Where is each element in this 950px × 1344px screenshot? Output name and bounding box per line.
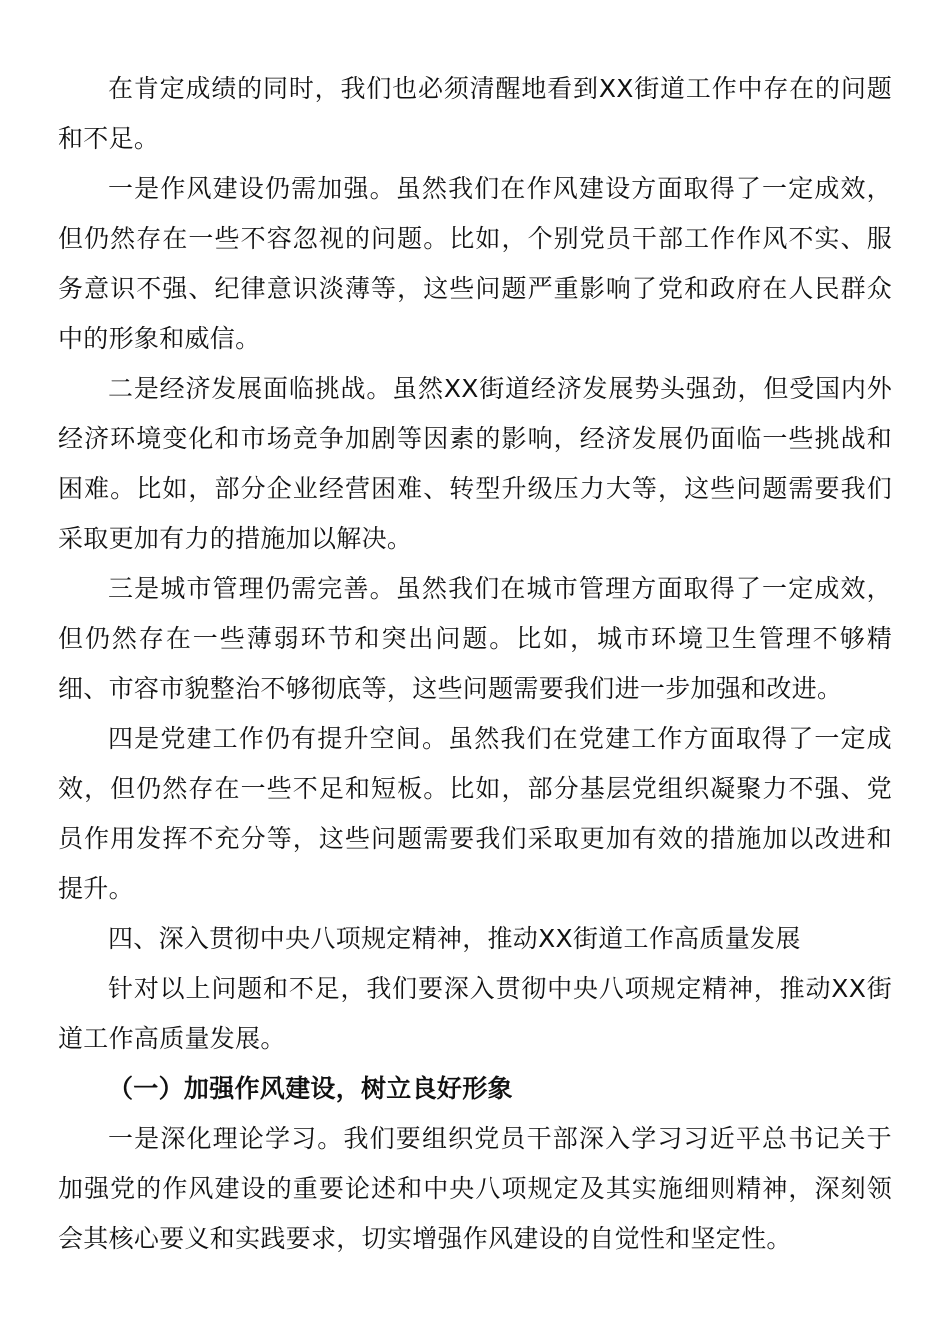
subsection-heading-one: （一）加强作风建设，树立良好形象 (108, 1074, 513, 1103)
section-title-four: 四、深入贯彻中央八项规定精神，推动XX街道工作高质量发展 (108, 924, 801, 953)
paragraph-intro: 在肯定成绩的同时，我们也必须清醒地看到XX街道工作中存在的问题和不足。 (58, 74, 892, 153)
paragraph-section-four-intro: 针对以上问题和不足，我们要深入贯彻中央八项规定精神，推动XX街道工作高质量发展。 (58, 974, 892, 1053)
paragraph-issue-economy: 二是经济发展面临挑战。虽然XX街道经济发展势头强劲，但受国内外经济环境变化和市场竞争加剧等因素的影响，经济发展仍面临一些挑战和困难。比如，部分企业经营困难、转型升级压力大等，这些问题需要我们采取更加有力的措施加以解决。 (58, 374, 892, 553)
paragraph-issue-work-style: 一是作风建设仍需加强。虽然我们在作风建设方面取得了一定成效，但仍然存在一些不容忽视的问题。比如，个别党员干部工作作风不实、服务意识不强、纪律意识淡薄等，这些问题严重影响了党和政府在人民群众中的形象和威信。 (58, 174, 892, 353)
paragraph-issue-party-building: 四是党建工作仍有提升空间。虽然我们在党建工作方面取得了一定成效，但仍然存在一些不足和短板。比如，部分基层党组织凝聚力不强、党员作用发挥不充分等，这些问题需要我们采取更加有效的措施加以改进和提升。 (58, 724, 892, 903)
paragraph-theory-study: 一是深化理论学习。我们要组织党员干部深入学习习近平总书记关于加强党的作风建设的重要论述和中央八项规定及其实施细则精神，深刻领会其核心要义和实践要求，切实增强作风建设的自觉性和坚定性。 (58, 1124, 892, 1253)
document-page (58, 64, 892, 1264)
paragraph-issue-city-management: 三是城市管理仍需完善。虽然我们在城市管理方面取得了一定成效，但仍然存在一些薄弱环节和突出问题。比如，城市环境卫生管理不够精细、市容市貌整治不够彻底等，这些问题需要我们进一步加强和改进。 (58, 574, 892, 703)
